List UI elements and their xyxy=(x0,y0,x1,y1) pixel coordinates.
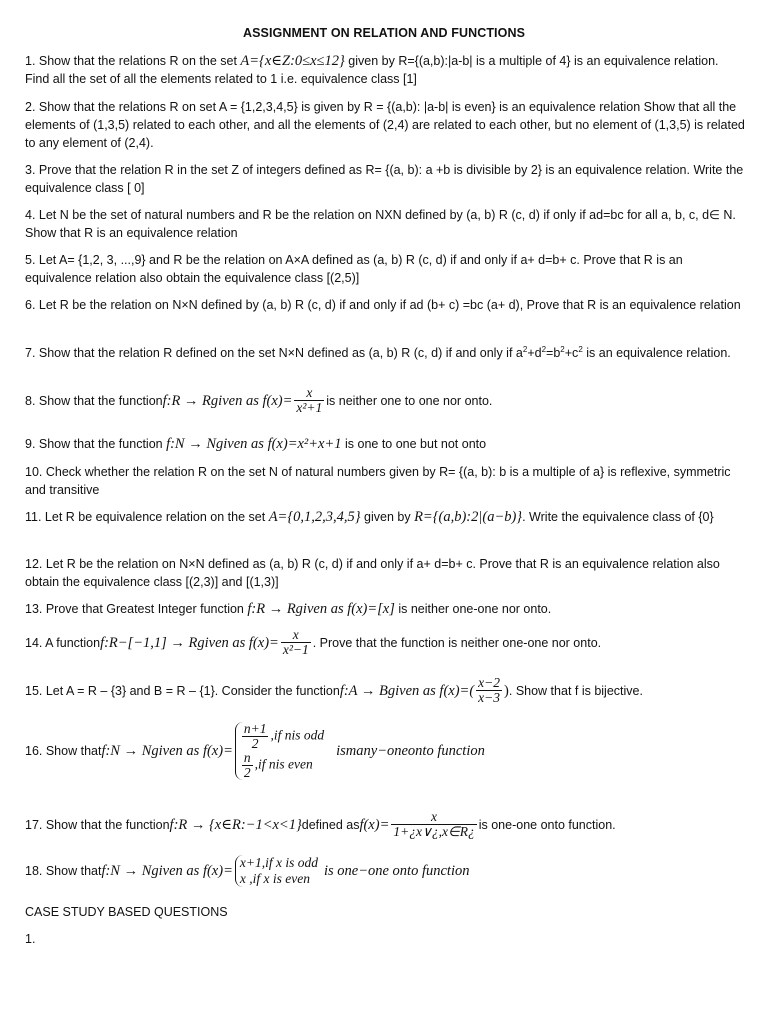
fraction: $\frac{x}{\text{x²−1}}$ xyxy=(282,627,309,657)
piecewise-case-2: x ,if x is even xyxy=(239,871,310,886)
question-5: 5. Let A= {1,2, 3, ...,9} and R be the relation on A×A defined as (a, b) R (c, d) if and only if a+ d=b+ c. Prove that R is an equivalence relation also obtain the equivalence class [(2,5)] xyxy=(25,253,683,285)
piecewise-case-1: x+1,if x is odd xyxy=(239,855,318,870)
question-2: 2. Show that the relations R on set A = {1,2,3,4,5} is given by R = {(a,b): |a-b| is even} is an equivalence relation Show that all the elements of (1,3,5) related to each other, and all the elements of (2,4) are related to each other, but no element of (1,3,5) is related to any element of (2,4). xyxy=(25,100,745,150)
question-18: 18. Show that f:N → Ngiven as f(x)= x+1,if x is odd x ,if x is even is one−one onto function xyxy=(25,855,470,886)
math-function-def: f:N → Ngiven as f(x)= xyxy=(101,863,233,879)
question-11: 11. Let R be equivalence relation on the set A={0,1,2,3,4,5} given by R={(a,b):2|(a−b)}. Write the equivalence class of {0} xyxy=(25,509,714,525)
math-function-def: f:R → Rgiven as f(x)= xyxy=(162,392,293,409)
math-function-def: f:N → Ngiven as f(x)=x²+x+1 xyxy=(166,436,342,452)
math-relation-r: R={(a,b):2|(a−b)} xyxy=(414,509,523,525)
question-10: 10. Check whether the relation R on the set N of natural numbers given by R= {(a, b): b is a multiple of a} is reflexive, symmetric and transitive xyxy=(25,465,731,497)
question-17: 17. Show that the function f:R → {x∈R:−1<x<1} defined as f(x)= $\frac{x}{1+¿x\vee¿,x\in R¿}$ is one-one onto function. xyxy=(25,809,616,839)
question-14: 14. A function f:R−[−1,1] → Rgiven as f(x)= $\frac{x}{\text{x²−1}}$ . Prove that the function is neither one-one nor onto. xyxy=(25,627,602,657)
case-study-item-number: 1. xyxy=(25,932,36,946)
math-function-def: f:R → Rgiven as f(x)=[x] xyxy=(247,601,395,617)
question-12: 12. Let R be the relation on N×N defined as (a, b) R (c, d) if and only if a+ d=b+ c. Prove that R is an equivalence relation also obtain the equivalence class [(2,3)] and [(1,3)] xyxy=(25,557,720,589)
math-set-a: A={x∈Z:0≤x≤12} xyxy=(240,53,345,69)
question-15: 15. Let A = R – {3} and B = R – {1}. Consider the function f:A → Bgiven as f(x)=( $\frac{x-2}{x-3}$ ) . Show that f is bijective. xyxy=(25,675,643,705)
question-7: 7. Show that the relation R defined on the set N×N defined as (a, b) R (c, d) if and only if $a^2+d^2=b^2+c^2$ is an equivalence relation. xyxy=(25,345,731,361)
question-4: 4. Let N be the set of natural numbers and R be the relation on NXN defined by (a, b) R (c, d) if only if ad=bc for all a, b, c, d∈ N. Show that R is an equivalence relation xyxy=(25,208,736,240)
piecewise-case-2: $\frac{n}{2}$ ,if nis even xyxy=(243,750,313,780)
fraction: $\frac{x}{\text{x²+1}}$ xyxy=(296,385,323,415)
question-13: 13. Prove that Greatest Integer function f:R → Rgiven as f(x)=[x] is neither one-one nor onto. xyxy=(25,601,552,617)
math-function-def: f:N → Ngiven as f(x)= xyxy=(101,743,233,759)
case-study-heading: CASE STUDY BASED QUESTIONS xyxy=(25,905,228,919)
question-6: 6. Let R be the relation on N×N defined by (a, b) R (c, d) if and only if ad (b+ c) =bc (a+ d), Prove that R is an equivalence relation xyxy=(25,298,741,312)
math-set-a: A={0,1,2,3,4,5} xyxy=(268,509,361,525)
math-function-def: f:R → {x∈R:−1<x<1} xyxy=(169,816,302,833)
math-function-def: f:A → Bgiven as f(x)=( xyxy=(339,682,475,699)
page-title: ASSIGNMENT ON RELATION AND FUNCTIONS xyxy=(242,26,526,40)
question-9: 9. Show that the function f:N → Ngiven as f(x)=x²+x+1 is one to one but not onto xyxy=(25,436,487,452)
fraction: $\frac{x-2}{x-3}$ xyxy=(478,675,501,705)
question-8: 8. Show that the function f:R → Rgiven as f(x)= $\frac{x}{\text{x²+1}}$ is neither one to one nor onto. xyxy=(25,385,493,415)
math-function-def: f:R−[−1,1] → Rgiven as f(x)= xyxy=(100,634,279,651)
question-3: 3. Prove that the relation R in the set Z of integers defined as R= {(a, b): a +b is divisible by 2} is an equivalence relation. Write the equivalence class [ 0] xyxy=(25,163,744,195)
piecewise-brace xyxy=(235,722,324,780)
fraction: $\frac{x}{1+¿x\vee¿,x\in R¿}$ xyxy=(393,809,475,839)
piecewise-brace xyxy=(235,855,318,887)
piecewise-case-1: $\frac{n+1}{2}$ ,if nis odd xyxy=(243,721,325,751)
question-16: 16. Show that f:N → Ngiven as f(x)= $\frac{n+1}{2}$ ,if nis odd $\frac{n}{2}$ ,if nis even ismany−oneonto function xyxy=(25,721,485,780)
question-1: 1. Show that the relations R on the set A={x∈Z:0≤x≤12} given by R={(a,b):|a-b| is a multiple of 4} is an equivalence relation. Find all the set of all the elements related to 1 i.e. equivalence class [1] xyxy=(25,53,719,86)
